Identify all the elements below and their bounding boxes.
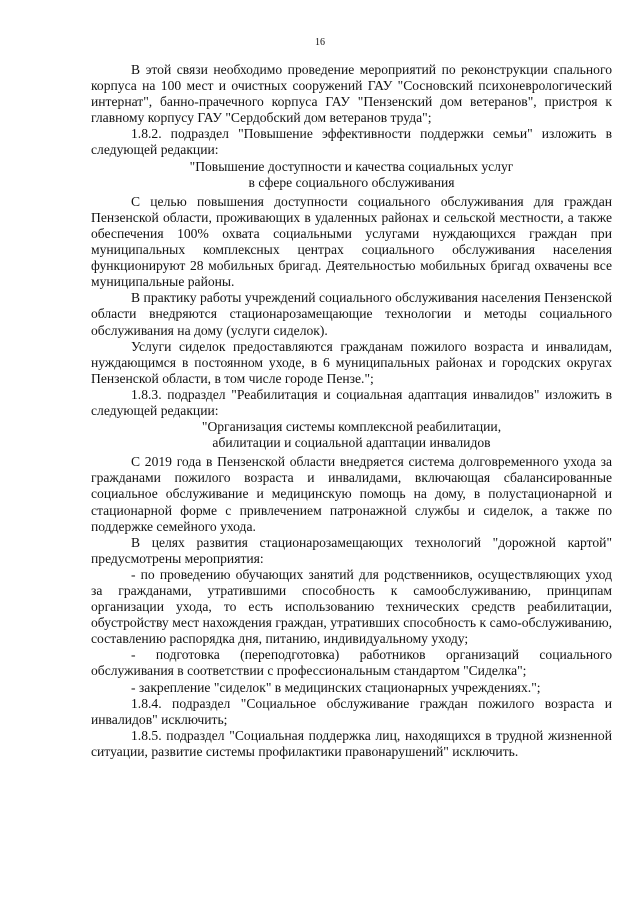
list-item-training: - по проведению обучающих занятий для родственников, осуществляющих уход за гражданами, утратившими способность к самообслуживанию, принципам организации ухода, то есть использованию технических средств реабилитации, обустройству мест нахождения граждан, утративших способность к само-обслуживанию, составлению распорядка дня, питанию, индивидуальному уходу; <box>91 566 612 647</box>
list-item-staff-training: - подготовка (переподготовка) работников организаций социального обслуживания в соответствии с профессиональным стандартом "Сиделка"; <box>91 647 612 679</box>
document-body <box>91 62 612 760</box>
paragraph-1-8-5: 1.8.5. подраздел "Социальная поддержка лиц, находящихся в трудной жизненной ситуации, развитие системы профилактики правонарушений" исключить. <box>91 727 612 759</box>
paragraph-caregiver-services: Услуги сиделок предоставляются гражданам пожилого возраста и инвалидам, нуждающимся в постоянном уходе, в 6 муниципальных районах и городских округах Пензенской области, в том числе городе Пензе."; <box>91 338 612 386</box>
page-number: 16 <box>315 37 325 48</box>
paragraph-roadmap: В целях развития стационарозамещающих технологий "дорожной картой" предусмотрены мероприятия: <box>91 534 612 566</box>
heading-line: абилитации и социальной адаптации инвалидов <box>212 435 491 451</box>
section-heading-accessibility <box>91 159 612 191</box>
heading-line: "Организация системы комплексной реабилитации, <box>201 419 502 435</box>
paragraph-reconstruction: В этой связи необходимо проведение мероприятий по реконструкции спального корпуса на 100 мест и очистных сооружений ГАУ "Сосновский психоневрологический интернат", банно-прачечного корпуса ГАУ "Пензенский дом ветеранов", пристроя к главному корпусу ГАУ "Сердобский дом ветеранов труда"; <box>91 62 612 126</box>
paragraph-mobile-brigades: С целью повышения доступности социального обслуживания для граждан Пензенской области, проживающих в удаленных районах и сельской местности, а также обеспечения 100% охвата социальными услугами нуждающихся граждан при муниципальных комплексных центрах социального обслуживания населения функционируют 28 мобильных бригад. Деятельностью мобильных бригад охвачены все муниципальные районы. <box>91 193 612 290</box>
section-heading-rehabilitation <box>91 419 612 451</box>
heading-line: "Повышение доступности и качества социальных услуг <box>189 158 514 174</box>
paragraph-1-8-2: 1.8.2. подраздел "Повышение эффективности поддержки семьи" изложить в следующей редакции: <box>91 126 612 158</box>
list-item-caregivers-hospitals: - закрепление "сиделок" в медицинских стационарных учреждениях."; <box>131 679 541 695</box>
paragraph-1-8-4: 1.8.4. подраздел "Социальное обслуживание граждан пожилого возраста и инвалидов" исключить; <box>91 695 612 727</box>
paragraph-long-term-care: С 2019 года в Пензенской области внедряется система долговременного ухода за гражданами пожилого возраста и инвалидами, включающая сбалансированные социальное обслуживание и медицинскую помощь на дому, в полустационарной и стационарной форме с привлечением патронажной службы и сиделок, а также по поддержке семейного ухода. <box>91 454 612 534</box>
heading-line: в сфере социального обслуживания <box>248 174 455 190</box>
paragraph-1-8-3: 1.8.3. подраздел "Реабилитация и социальная адаптация инвалидов" изложить в следующей редакции: <box>91 386 612 418</box>
paragraph-technologies: В практику работы учреждений социального обслуживания населения Пензенской области внедряются стационарозамещающие технологии и методы социального обслуживания на дому (услуги сиделок). <box>91 290 612 338</box>
